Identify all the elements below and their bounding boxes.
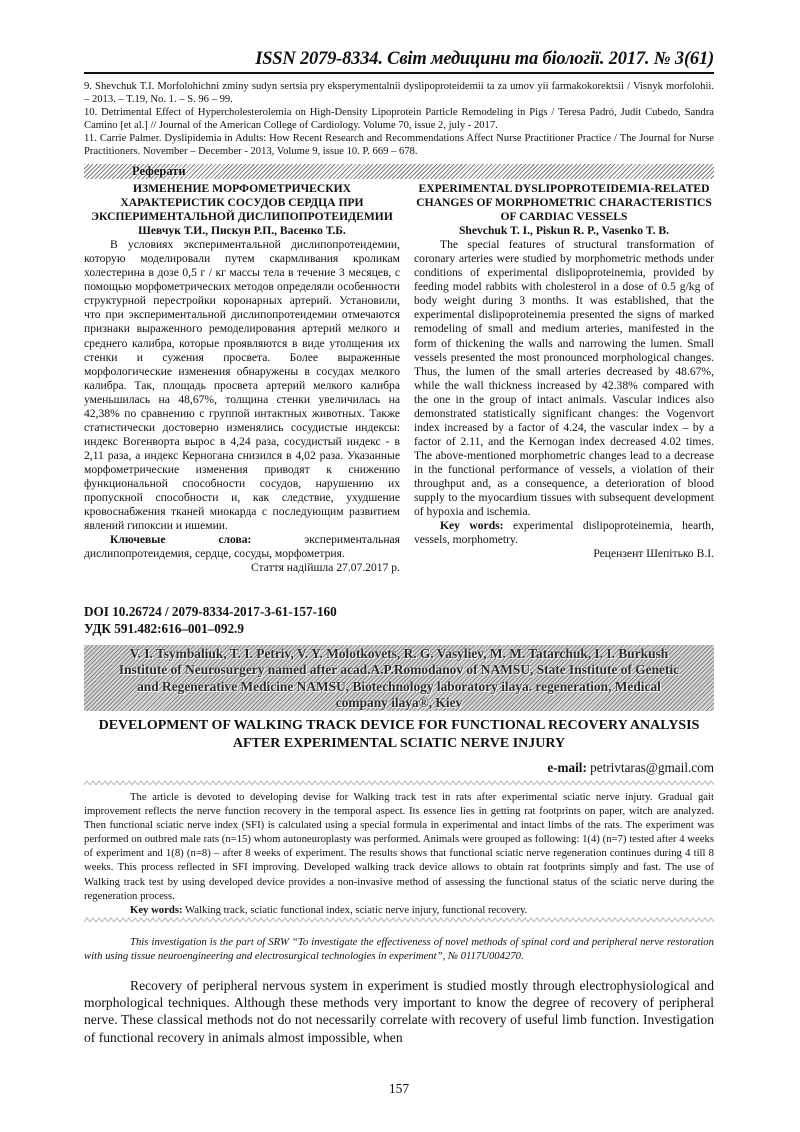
email-line: [547, 760, 714, 776]
keywords-label: Key words:: [130, 903, 183, 916]
reference-item: 11. Carrie Palmer. Dyslipidemia in Adults: How Recent Research and Recommendations Affect Nurse Practitioner Practice / The Journal for Nurse Practitioners. November – December - 2013, Volume 9, issue 10. P. 669 – 678.: [84, 133, 714, 157]
abstract-ru-body: В условиях экспериментальной дислипопротеидемии, которую моделировали путем скармливания кроликам холестерина в дозе 0,5 г / кг массы тела в течение 3 месяцев, с помощью морфометрических методов определяли особенности структурной перестройки коронарных артерий. Установили, что при экспериментальной дислипопротеидемии отмечаются признаки выраженного ремоделирования артерий мелкого и среднего калибра, которые проявляются в виде утолщения их стенки и сужения просвета. Более выраженные морфологические изменения обнаружены в сосудах мелкого калибра. Так, площадь просвета артерий мелкого калибра уменьшилась на 48,67%, толщина стенки увеличилась на 42,38% по сравнению с группой интактных животных. Также статистически достоверно изменялись сосудистые индексы: индекс Вогенворта вырос в 4,24 раза, сосудистый индекс - в 2,11 раза, а индекс Керногана снизился в 4,02 раза. Указанные морфометрические изменения приводят к снижению функциональной способности сосудов, нарушению их пропускной способности и, как следствие, ухудшение кровоснабжения тканей миокарда с последующим развитием явлений гипоксии и ишемии.: [84, 238, 400, 533]
email-address[interactable]: petrivtaras@gmail.com: [590, 760, 714, 775]
doi-block: [84, 603, 337, 637]
funding-note: This investigation is the part of SRW “To investigate the effectiveness of novel methods of spinal cord and peripheral nerve restoration with using tissue neuroengineering and electrosurgical technologies in experiment”, № 0117U004270.: [84, 936, 714, 962]
keywords-text: Walking track, sciatic functional index, sciatic nerve injury, functional recovery.: [185, 903, 528, 916]
authors-line: V. I. Tsymbaliuk, T. I. Petriv, V. Y. Molotkovets, R. G. Vasyliev, M. M. Tatarchuk, I. I. Burkush: [129, 646, 669, 661]
abstract-en-authors: Shevchuk T. I., Piskun R. P., Vasenko T. B.: [458, 224, 670, 238]
affiliation-line: and Regenerative Medicine NAMSU, Biotechnology laboratory ilaya. regeneration, Medical: [137, 678, 661, 694]
reference-item: 10. Detrimental Effect of Hypercholesterolemia on High-Density Lipoprotein Particle Remodeling in Pigs / Teresa Padró, Judit Cubedo, Sandra Camino [et al.] // Journal of the American College of Cardiology. Volume 70, issue 2, july - 2017.: [84, 107, 714, 131]
keywords-label: Key words:: [440, 519, 504, 533]
abstract-keywords: [84, 903, 714, 917]
zigzag-divider: [84, 780, 714, 786]
intro-paragraph: Recovery of peripheral nervous system in experiment is studied mostly through electrophysiological and morphological techniques. Although these methods very important to know the degree of recovery of peripheral nerve. These classical methods not do not necessarily correlate with recovery of useful limb function. Investigation of functional recovery in animals almost impossible, when: [84, 978, 714, 1045]
abstract-en: [414, 182, 714, 561]
abstract-ru-keywords: [84, 533, 400, 561]
article-title: DEVELOPMENT OF WALKING TRACK DEVICE FOR FUNCTIONAL RECOVERY ANALYSIS AFTER EXPERIMENTAL SCIATIC NERVE INJURY: [98, 718, 700, 751]
section-band-label: Реферати: [132, 164, 186, 178]
article-abstract: [84, 790, 714, 917]
abstract-en-title: EXPERIMENTAL DYSLIPOPROTEIDEMIA-RELATED CHANGES OF MORPHOMETRIC CHARACTERISTICS OF CARDIAC VESSELS: [416, 182, 712, 224]
section-band: [84, 164, 714, 179]
reference-list: [84, 80, 714, 158]
abstract-ru-title: ИЗМЕНЕНИЕ МОРФОМЕТРИЧЕСКИХ ХАРАКТЕРИСТИК СОСУДОВ СЕРДЦА ПРИ ЭКСПЕРИМЕНТАЛЬНОЙ ДИСЛИПОПРОТЕИДЕМИИ: [91, 182, 393, 224]
keywords-text: экспериментальная дислипопротеидемия, сердце, сосуды, морфометрия.: [84, 533, 400, 561]
reference-item: 9. Shevchuk T.I. Morfolohichni zminy sudyn sertsia pry eksperymentalnii dyslipoproteidemii ta za umov yii farmakokorektsii / Visnyk morfolohii. – 2013. – T.19, No. 1. – S. 96 – 99.: [84, 81, 714, 105]
zigzag-divider: [84, 917, 714, 923]
abstract-ru: [84, 182, 400, 575]
page-number: 157: [388, 1081, 410, 1096]
udc: УДК 591.482:616–001–092.9: [84, 621, 244, 636]
author-affiliation-band: [84, 645, 714, 711]
abstract-en-keywords: [414, 519, 714, 547]
header-rule: [84, 72, 714, 74]
email-label: e-mail:: [547, 760, 587, 775]
keywords-text: experimental dislipoproteinemia, hearth, vessels, morphometry.: [414, 519, 714, 547]
keywords-label: Ключевые слова:: [110, 533, 252, 547]
abstract-en-body: The special features of structural transformation of coronary arteries were studied by morphometric methods under conditions of experimental dislipoproteinemia, provided by feeding model rabbits with cholesterol in a dose of 0.5 g/kg of body weight during 3 months. It was established, that the experimental dislipoproteinemia presented the signs of marked remodeling of small and medium arteries, manifested in the form of thickening the walls and narrowing the lumen. Small vessels presented the most pronounced morphological changes. Thus, the lumen of the small arteries decreased by 48.67%, while the wall thickness increased by 42.38% compared with the one in the group of intact animals. Vascular indices also demonstrated statistically significant changes: the Vogenvort index increased by a factor of 4.24, the vascular index – by a factor of 2.11, and the Kernogan index decreased 4.02 times. The above-mentioned morphometric changes lead to a decrease in the functional performance of vessels, a violation of their throughput and, as a consequence, a deterioration of blood supply to the myocardium tissues with subsequent development of hypoxia and ischemia.: [414, 238, 714, 519]
affiliation-line: company ilaya®, Kiev: [335, 694, 463, 710]
running-header: ISSN 2079-8334. Світ медицини та біології. 2017. № 3(61): [255, 49, 714, 69]
abstract-body: The article is devoted to developing devise for Walking track test in rats after experimental sciatic nerve injury. Gradual gait improvement reflects the nerve function recovery in the temporal aspect. Its essence lies in getting rat footprints on paper, witch are analyzed. Then functional sciatic nerve index (SFI) is calculated using a special formula in experimental and intact limbs of the rats. The experiment was performed on outbred male rats (n=15) whom autoneuroplasty was performed. Animals were grouped as following: 1(4) (n=7) tested after 4 weeks of experiment and 1(8) (n=8) – after 8 weeks of experiment. The results shows that functional sciatic nerve regeneration continues during 4 till 8 weeks. This process reflected in SFI improving. Developed walking track device allows to obtain rat footprints simply and fast. The use of Walking track test by using developed device provides a non-invasive method of assessing the functional status of the sciatic nerve during the regeneration process.: [84, 791, 714, 902]
doi: DOI 10.26724 / 2079-8334-2017-3-61-157-160: [84, 604, 337, 619]
affiliation-line: Institute of Neurosurgery named after acad.A.P.Romodanov of NAMSU, State Institute of Genetic: [118, 662, 680, 678]
abstract-ru-authors: Шевчук Т.И., Пискун Р.П., Васенко Т.Б.: [138, 224, 346, 238]
reviewer: Рецензент Шепітько В.І.: [593, 547, 714, 561]
received-date: Стаття надійшла 27.07.2017 р.: [250, 561, 400, 575]
